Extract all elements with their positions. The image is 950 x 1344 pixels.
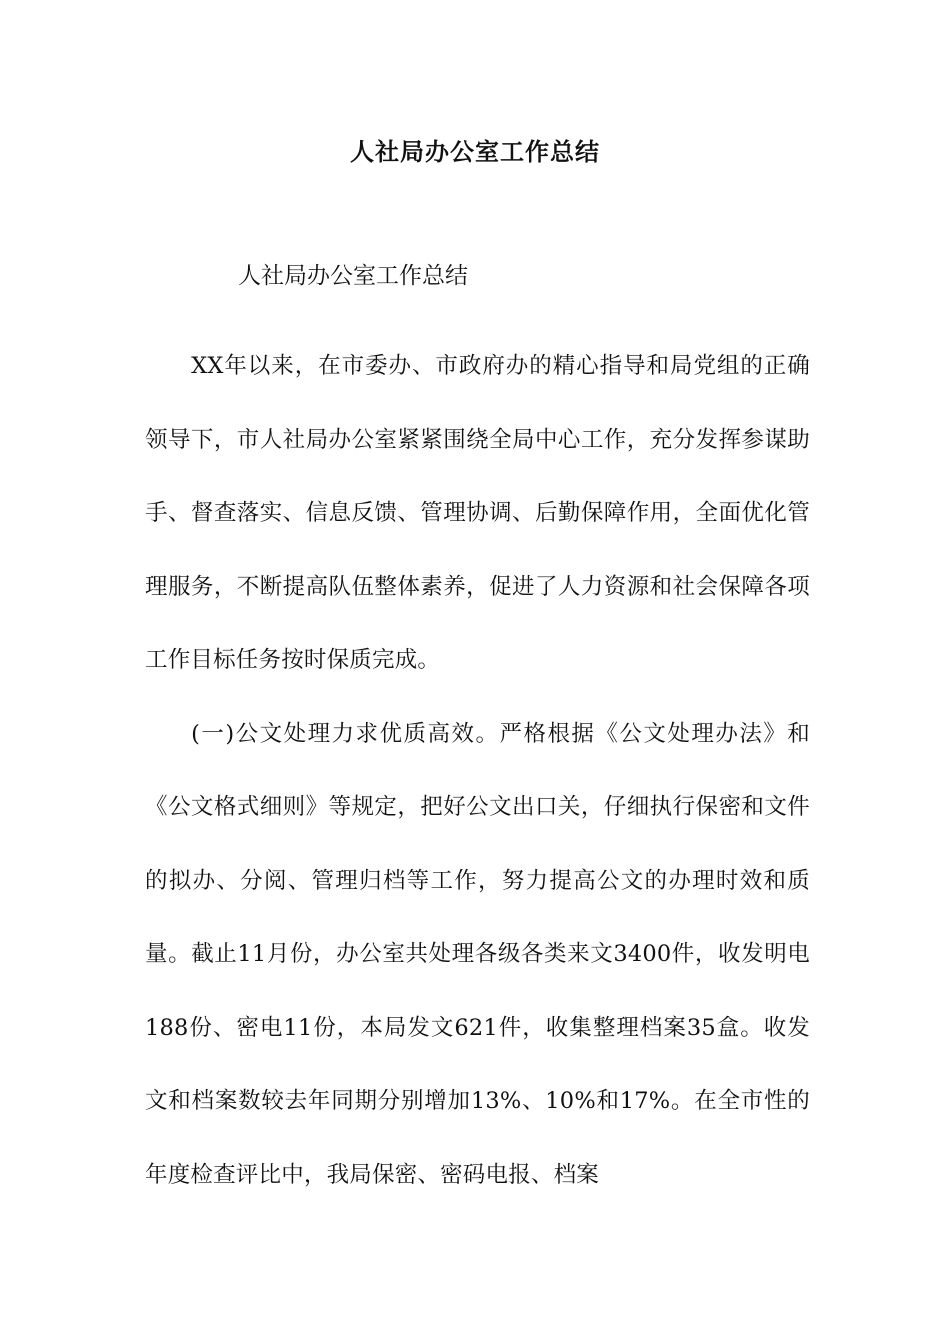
paragraph-intro: XX年以来，在市委办、市政府办的精心指导和局党组的正确领导下，市人社局办公室紧紧围绕全局中心工作，充分发挥参谋助手、督查落实、信息反馈、管理协调、后勤保障作用，全面优化管理服务，不断提高队伍整体素养，促进了人力资源和社会保障各项工作目标任务按时保质完成。: [145, 353, 810, 673]
document-title: 人社局办公室工作总结: [350, 137, 600, 166]
document-body: [145, 330, 810, 1212]
paragraph-document-processing: (一)公文处理力求优质高效。严格根据《公文处理办法》和《公文格式细则》等规定，把好公文出口关，仔细执行保密和文件的拟办、分阅、管理归档等工作，努力提高公文的办理时效和质量。截止11月份，办公室共处理各级各类来文3400件，收发明电188份、密电11份，本局发文621件，收集整理档案35盒。收发文和档案数较去年同期分别增加13%、10%和17%。在全市性的年度检查评比中，我局保密、密码电报、档案: [145, 720, 810, 1188]
document-subtitle: 人社局办公室工作总结: [238, 263, 468, 289]
